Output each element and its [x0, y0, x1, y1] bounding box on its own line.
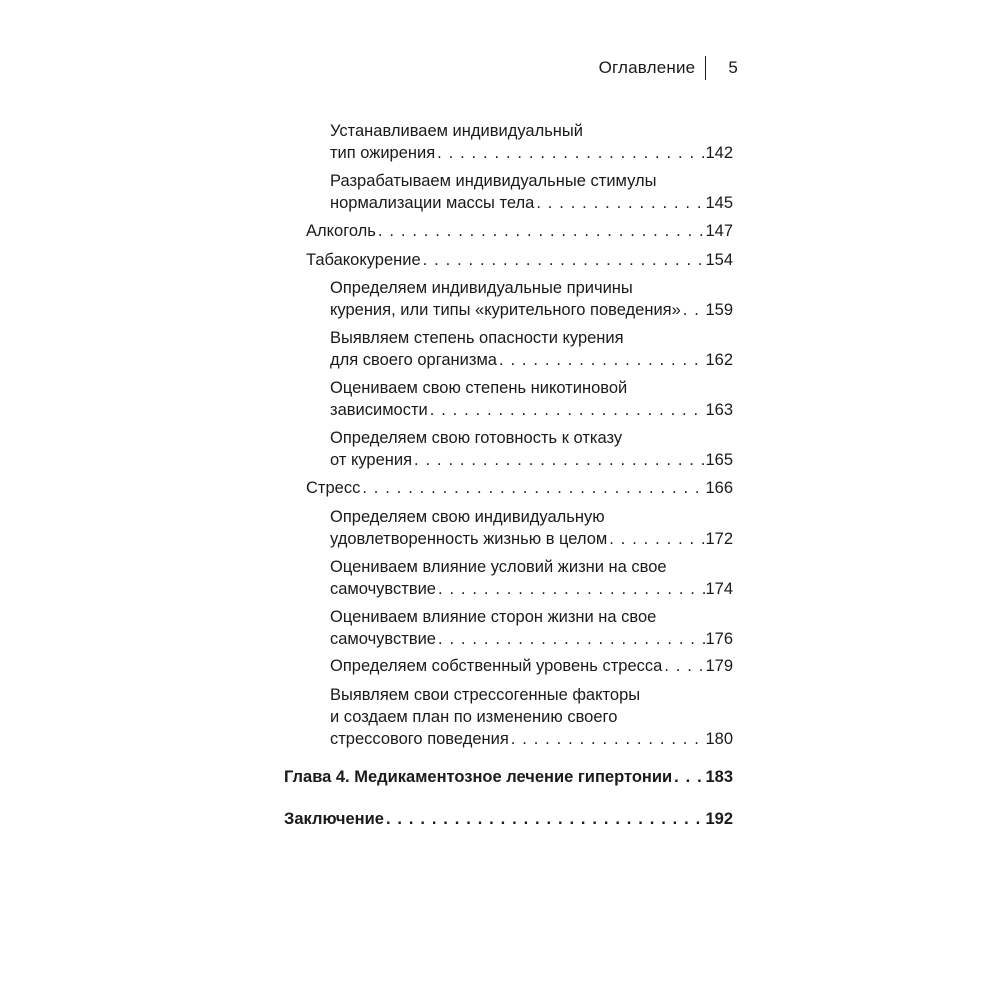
- toc-page-number: 166: [705, 479, 733, 497]
- toc-entry-title-line: Выявляем свои стрессогенные факторы: [330, 686, 641, 704]
- running-head-title: Оглавление: [598, 58, 696, 77]
- page-number: 5: [728, 58, 738, 77]
- toc-entry: [330, 377, 733, 421]
- toc-entry-title-line: Определяем индивидуальные причины: [330, 279, 633, 297]
- toc-entry: [330, 506, 733, 550]
- toc-page-number: 192: [705, 810, 733, 828]
- toc-chapter-entry: [284, 808, 733, 830]
- leader-dots: [607, 528, 705, 550]
- toc-entry: [306, 477, 733, 499]
- toc-entry: [306, 249, 733, 271]
- leader-dots: [435, 142, 705, 164]
- toc-entry-title: для своего организма: [330, 351, 497, 369]
- leader-dots: [662, 655, 705, 677]
- toc-entry-title-line: Выявляем степень опасности курения: [330, 329, 624, 347]
- toc-entry-title-line: Оцениваем влияние сторон жизни на свое: [330, 608, 657, 626]
- toc-entry: [330, 655, 733, 677]
- leader-dots: [360, 477, 705, 499]
- toc-entry-title: Глава 4. Медикаментозное лечение гипертонии: [284, 768, 673, 786]
- toc-entry-title: самочувствие: [330, 630, 436, 648]
- leader-dots: [384, 808, 702, 830]
- leader-dots: [534, 192, 705, 214]
- toc-page-number: 142: [705, 144, 733, 162]
- leader-dots: [428, 399, 706, 421]
- leader-dots: [436, 578, 705, 600]
- toc-page-number: 174: [705, 580, 733, 598]
- running-head: [599, 56, 738, 80]
- toc-entry-title: от курения: [330, 451, 413, 469]
- toc-entry-title-line: Оцениваем свою степень никотиновой: [330, 379, 628, 397]
- leader-dots: [412, 449, 705, 471]
- toc-page-number: 165: [705, 451, 733, 469]
- toc-entry-title-line: Оцениваем влияние условий жизни на свое: [330, 558, 667, 576]
- toc-entry-title: Стресс: [306, 479, 361, 497]
- toc-page-number: 180: [705, 730, 733, 748]
- toc-entry: [330, 556, 733, 600]
- toc-entry-title: курения, или типы «курительного поведения»: [330, 301, 681, 319]
- toc-page-number: 154: [705, 251, 733, 269]
- toc-page-number: 145: [705, 194, 733, 212]
- toc-entry-title: самочувствие: [330, 580, 436, 598]
- toc-entry-title-line: Разрабатываем индивидуальные стимулы: [330, 172, 657, 190]
- toc-entry: [330, 120, 733, 164]
- toc-entry-title: Заключение: [284, 810, 384, 828]
- leader-dots: [376, 220, 706, 242]
- toc-entry: [330, 606, 733, 650]
- toc-page-number: 176: [705, 630, 733, 648]
- toc-entry-title: стрессового поведения: [330, 730, 509, 748]
- running-head-divider: [705, 56, 706, 80]
- toc-page-number: 172: [705, 530, 733, 548]
- toc-entry: [330, 684, 733, 750]
- toc-page-number: 162: [705, 351, 733, 369]
- toc-entry-title: Табакокурение: [306, 251, 421, 269]
- toc-entry: [330, 277, 733, 321]
- leader-dots: [497, 349, 705, 371]
- leader-dots: [672, 766, 701, 788]
- toc-page-number: 183: [705, 768, 733, 786]
- toc-entry-title: Определяем собственный уровень стресса: [330, 657, 663, 675]
- toc-entry-title-line: и создаем план по изменению своего: [330, 708, 618, 726]
- toc-page-number: 179: [705, 657, 733, 675]
- toc-entry-title-line: Определяем свою индивидуальную: [330, 508, 605, 526]
- toc-entry-title-line: Устанавливаем индивидуальный: [330, 122, 583, 140]
- toc-entry: [330, 327, 733, 371]
- leader-dots: [436, 628, 705, 650]
- leader-dots: [421, 249, 706, 271]
- toc-page-number: 163: [705, 401, 733, 419]
- toc-entry: [306, 220, 733, 242]
- toc-page-number: 147: [705, 222, 733, 240]
- toc-page-number: 159: [705, 301, 733, 319]
- toc-entry-title: удовлетворенность жизнью в целом: [330, 530, 608, 548]
- leader-dots: [681, 299, 706, 321]
- leader-dots: [509, 728, 706, 750]
- toc-entry: [330, 170, 733, 214]
- toc-entry-title: тип ожирения: [330, 144, 436, 162]
- toc-chapter-entry: [284, 766, 733, 788]
- toc-entry: [330, 427, 733, 471]
- toc-entry-title: нормализации массы тела: [330, 194, 535, 212]
- toc-entry-title-line: Определяем свою готовность к отказу: [330, 429, 623, 447]
- toc-entry-title: Алкоголь: [306, 222, 376, 240]
- toc-entry-title: зависимости: [330, 401, 428, 419]
